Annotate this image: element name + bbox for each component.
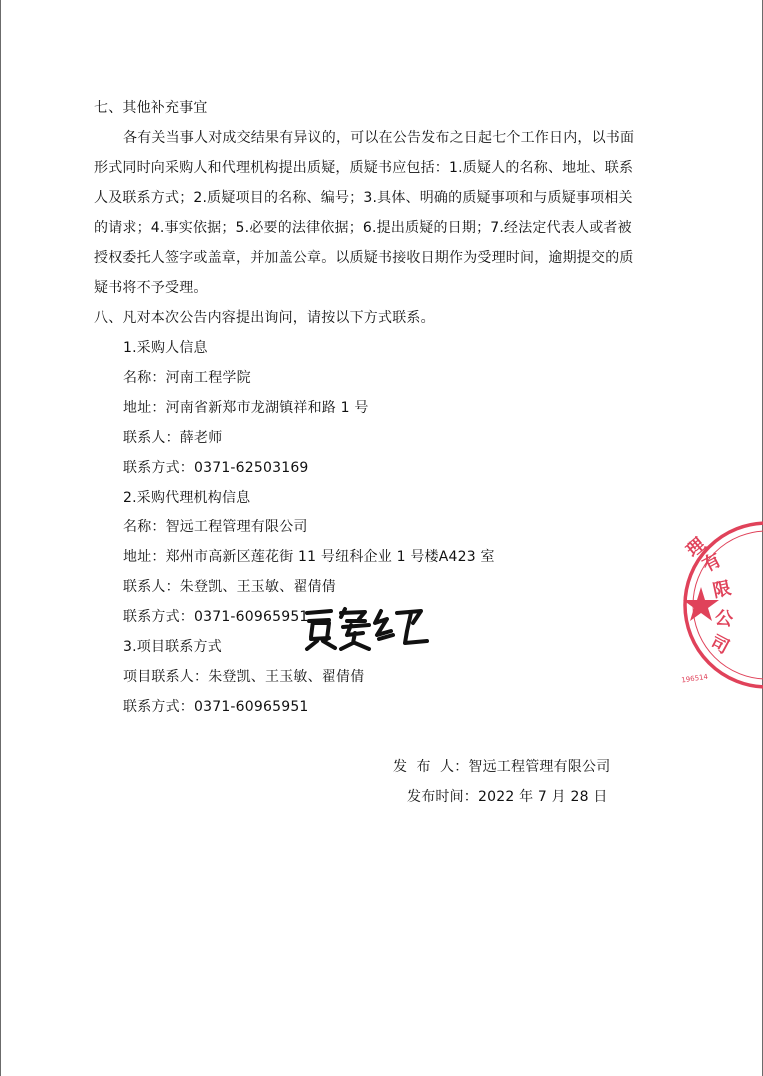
company-seal <box>679 520 763 690</box>
section7-heading: 七、其他补充事宜 <box>94 100 208 116</box>
handwritten-signature <box>301 603 429 651</box>
svg-text:理: 理 <box>682 533 710 562</box>
section8-heading: 八、凡对本次公告内容提出询问，请按以下方式联系。 <box>94 310 435 326</box>
section7-para-line: 疑书将不予受理。 <box>94 280 208 296</box>
project-title: 3.项目联系方式 <box>123 639 222 655</box>
svg-text:公: 公 <box>713 607 735 631</box>
svg-text:196514: 196514 <box>680 672 709 685</box>
agency-title: 2.采购代理机构信息 <box>123 490 251 506</box>
purchaser-address: 地址：河南省新郑市龙湖镇祥和路 1 号 <box>123 400 369 416</box>
agency-name: 名称：智远工程管理有限公司 <box>123 519 308 535</box>
purchaser-title: 1.采购人信息 <box>123 340 208 356</box>
agency-phone: 联系方式：0371-60965951 <box>123 609 309 625</box>
agency-address: 地址：郑州市高新区莲花街 11 号纽科企业 1 号楼A423 室 <box>123 549 495 565</box>
svg-text:限: 限 <box>711 577 734 603</box>
section7-para-line: 形式同时向采购人和代理机构提出质疑，质疑书应包括：1.质疑人的名称、地址、联系 <box>94 160 634 176</box>
purchaser-name: 名称：河南工程学院 <box>123 370 251 386</box>
project-contact: 项目联系人：朱登凯、王玉敏、翟倩倩 <box>123 669 365 685</box>
publisher-line: 发 布 人：智远工程管理有限公司 <box>393 759 611 775</box>
section7-para-line: 的请求；4.事实依据；5.必要的法律依据；6.提出质疑的日期；7.经法定代表人或者被 <box>94 220 632 236</box>
purchaser-phone: 联系方式：0371-62503169 <box>123 460 309 476</box>
section7-para-line: 各有关当事人对成交结果有异议的，可以在公告发布之日起七个工作日内，以书面 <box>123 130 635 146</box>
purchaser-contact: 联系人：薛老师 <box>123 430 223 446</box>
agency-contact: 联系人：朱登凯、王玉敏、翟倩倩 <box>123 579 336 595</box>
svg-text:司: 司 <box>706 631 733 659</box>
project-phone: 联系方式：0371-60965951 <box>123 699 309 715</box>
section7-para-line: 授权委托人签字或盖章，并加盖公章。以质疑书接收日期作为受理时间，逾期提交的质 <box>94 250 634 266</box>
svg-text:有: 有 <box>699 549 725 577</box>
section7-para-line: 人及联系方式；2.质疑项目的名称、编号；3.具体、明确的质疑事项和与质疑事项相关 <box>94 190 633 206</box>
publish-time: 发布时间：2022 年 7 月 28 日 <box>407 789 608 805</box>
